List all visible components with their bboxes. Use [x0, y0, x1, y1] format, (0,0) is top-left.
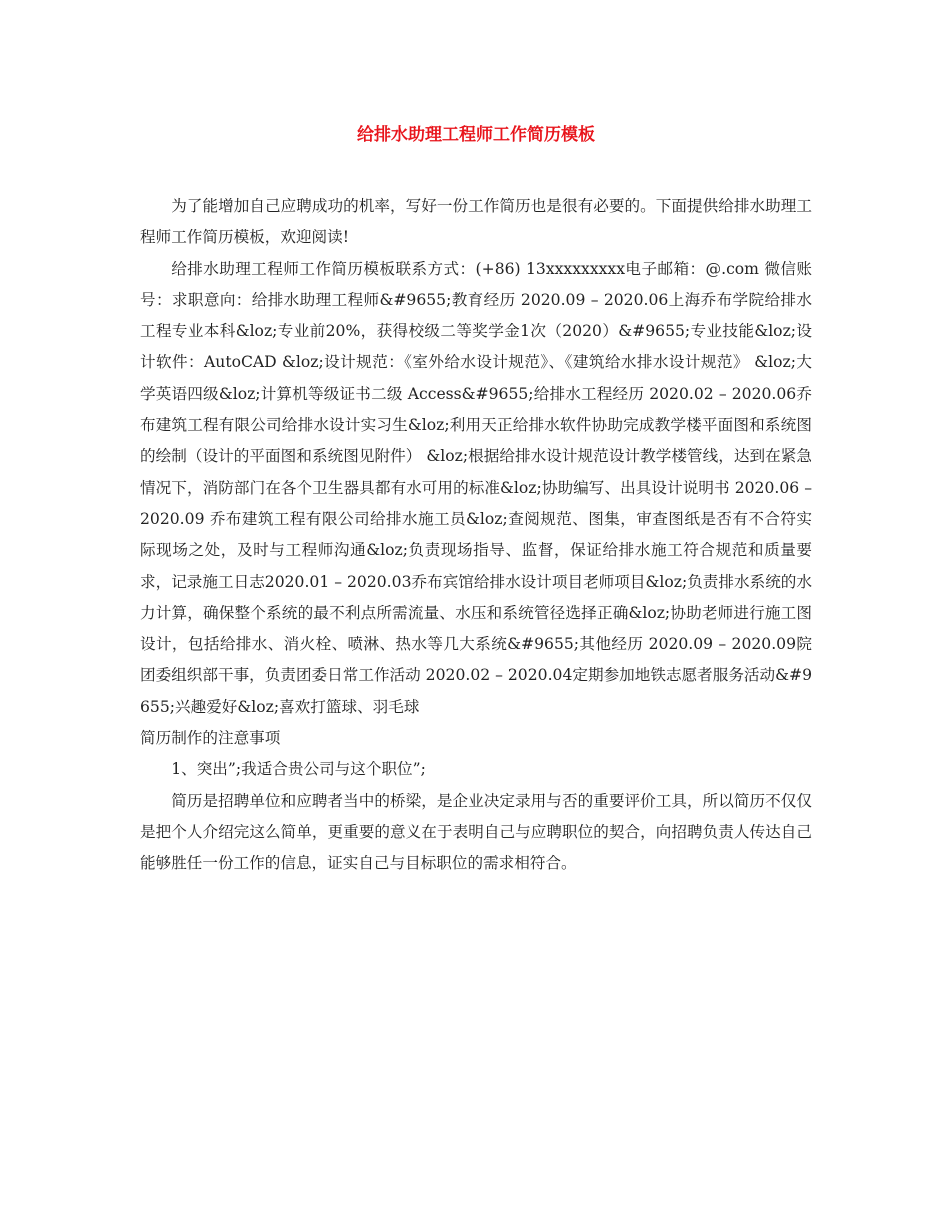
notes-heading: 简历制作的注意事项	[140, 729, 281, 748]
document-body	[140, 191, 812, 880]
intro-paragraph: 为了能增加自己应聘成功的机率，写好一份工作简历也是很有必要的。下面提供给排水助理工程师工作简历模板，欢迎阅读!	[140, 197, 812, 247]
document-title: 给排水助理工程师工作简历模板	[357, 125, 595, 145]
point-one-heading: 1、突出”;我适合贵公司与这个职位”;	[171, 760, 426, 779]
resume-template-paragraph: 给排水助理工程师工作简历模板联系方式：(+86) 13xxxxxxxxx电子邮箱：@.com 微信账号：求职意向：给排水助理工程师&#9655;教育经历 2020.09 – 2020.06上海乔布学院给排水工程专业本科&loz;专业前20%，获得校级二等奖学金1次（2020）&#9655;专业技能&loz;设计软件：AutoCAD &loz;设计规范：《室外给水设计规范》、《建筑给水排水设计规范》 &loz;大学英语四级&loz;计算机等级证书二级 Access&#9655;给排水工程经历 2020.02 – 2020.06乔布建筑工程有限公司给排水设计实习生&loz;利用天正给排水软件协助完成教学楼平面图和系统图的绘制（设计的平面图和系统图见附件） &loz;根据给排水设计规范设计教学楼管线，达到在紧急情况下，消防部门在各个卫生器具都有水可用的标准&loz;协助编写、出具设计说明书 2020.06 – 2020.09 乔布建筑工程有限公司给排水施工员&loz;查阅规范、图集，审查图纸是否有不合符实际现场之处，及时与工程师沟通&loz;负责现场指导、监督，保证给排水施工符合规范和质量要求，记录施工日志2020.01 – 2020.03乔布宾馆给排水设计项目老师项目&loz;负责排水系统的水力计算，确保整个系统的最不利点所需流量、水压和系统管径选择正确&loz;协助老师进行施工图设计，包括给排水、消火栓、喷淋、热水等几大系统&#9655;其他经历 2020.09 – 2020.09院团委组织部干事，负责团委日常工作活动 2020.02 – 2020.04定期参加地铁志愿者服务活动&#9655;兴趣爱好&loz;喜欢打篮球、羽毛球	[140, 259, 812, 716]
point-one-paragraph: 简历是招聘单位和应聘者当中的桥梁，是企业决定录用与否的重要评价工具，所以简历不仅仅是把个人介绍完这么简单，更重要的意义在于表明自己与应聘职位的契合，向招聘负责人传达自己能够胜任一份工作的信息，证实自己与目标职位的需求相符合。	[140, 791, 812, 873]
